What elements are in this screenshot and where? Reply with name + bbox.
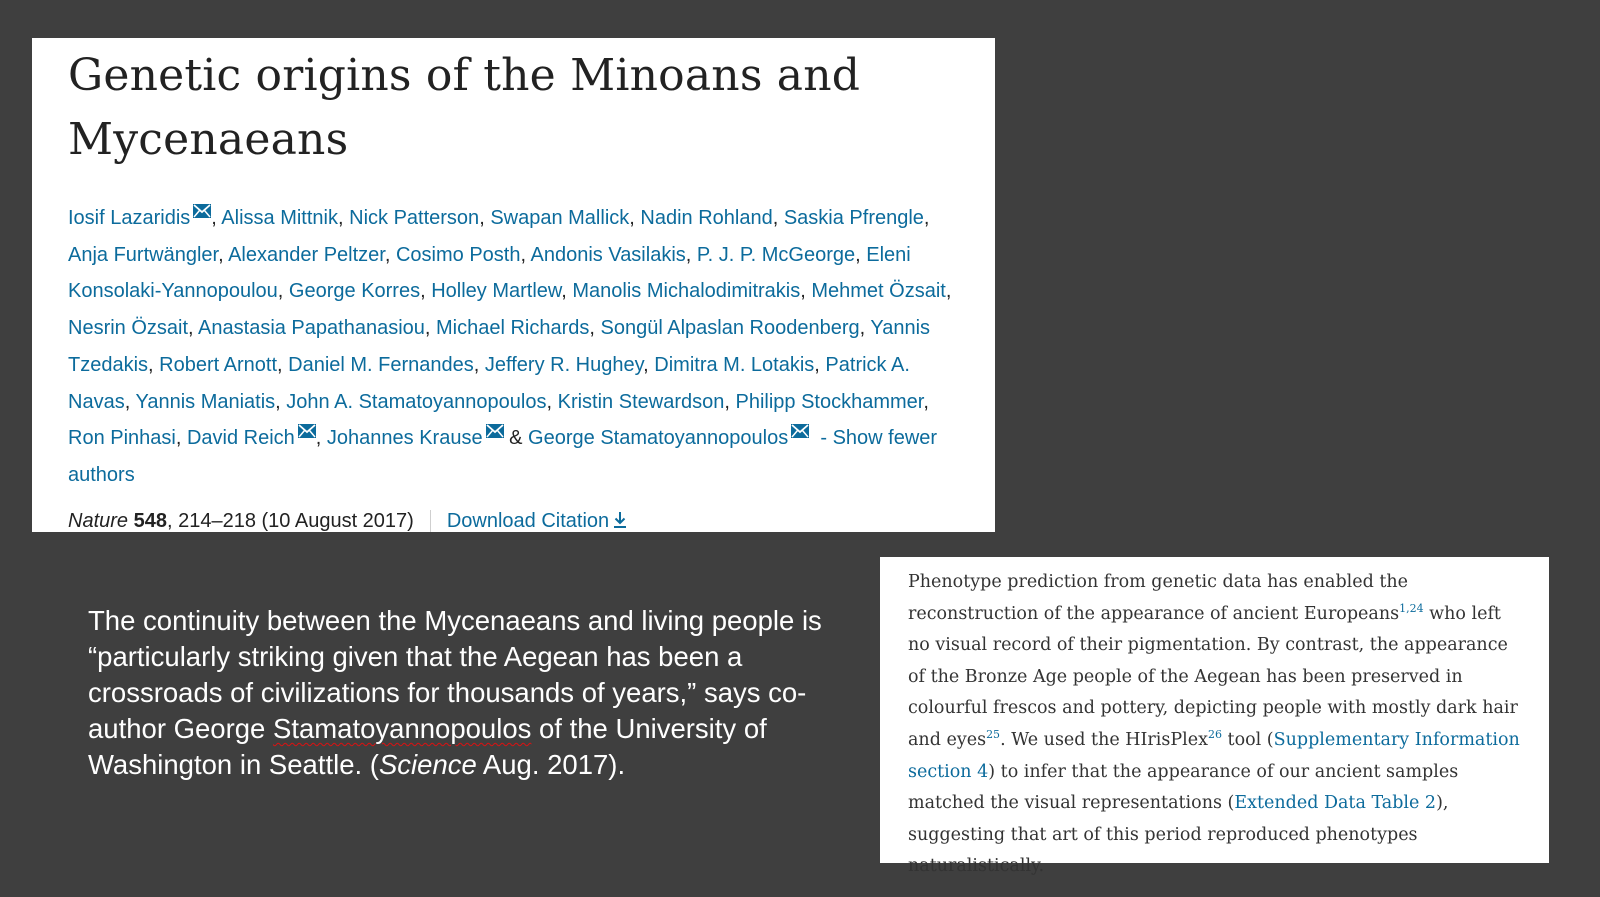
author-link[interactable]: Andonis Vasilakis bbox=[530, 243, 686, 266]
author-link[interactable]: David Reich bbox=[186, 427, 295, 450]
show-fewer-authors-link[interactable]: - Show fewer authors bbox=[68, 427, 938, 486]
journal-name: Nature bbox=[68, 509, 129, 532]
author-list: Iosif Lazaridis , Alissa Mittnik, Nick Patterson, Swapan Mallick, Nadin Rohland, Saskia Pfrengle, Anja Furtwängler, Alexander Peltzer, Cosimo Posth, Andonis Vasilakis, P. J. P. McGeorge, Eleni Konsolaki-Yannopoulou, George Korres, Holley Martlew, Manolis Michalodimitrakis, Mehmet Özsait, Nesrin Özsait, Anastasia Papathanasiou, Michael Richards, Songül Alpaslan Roodenberg, Yannis Tzedakis, Robert Arnott, Daniel M. Fernandes, Jeffery R. Hughey, Dimitra M. Lotakis, Patrick A. Navas, Yannis Maniatis, John A. Stamatoyannopoulos, Kristin Stewardson, Philipp Stockhammer, Ron Pinhasi, David Reich , Johannes Krause & George Stamatoyannopoulos - Show fewer authors bbox=[68, 200, 965, 494]
supplementary-info-link[interactable]: Supplementary Information section 4 bbox=[908, 729, 1520, 782]
author-link[interactable]: Saskia Pfrengle bbox=[783, 207, 924, 229]
extended-data-link[interactable]: Extended Data Table 2 bbox=[1234, 793, 1437, 814]
author-link[interactable]: Nadin Rohland bbox=[640, 207, 773, 229]
citation-line bbox=[68, 510, 965, 533]
author-link[interactable]: George Korres bbox=[288, 280, 421, 303]
article-card bbox=[32, 38, 995, 532]
author-link[interactable]: Nick Patterson bbox=[349, 207, 480, 229]
excerpt-paragraph: Phenotype prediction from genetic data has enabled the reconstruction of the appearance of ancient Europeans$^{1,24}$ who left no visual record of their pigmentation. By contrast, the appearance of the Bronze Age people of the Aegean has been preserved in colourful frescos and pottery, depicting people with mostly dark hair and eyes$^{25}$. We used the HIrisPlex$^{26}$ tool (Supplementary Information section 4) to infer that the appearance of our ancient samples matched the visual representations (Extended Data Table 2), suggesting that art of this period reproduced phenotypes naturalistically. bbox=[880, 557, 1549, 863]
reference-marker[interactable]: 1,24 bbox=[1399, 601, 1424, 615]
author-link[interactable]: Nesrin Özsait bbox=[68, 317, 189, 340]
author-link[interactable]: Mehmet Özsait bbox=[811, 280, 946, 303]
author-link[interactable]: Holley Martlew bbox=[431, 280, 562, 303]
mail-icon[interactable] bbox=[298, 424, 316, 438]
author-link[interactable]: George Stamatoyannopoulos bbox=[528, 427, 789, 450]
author-link[interactable]: Jeffery R. Hughey bbox=[484, 353, 644, 376]
author-link[interactable]: Manolis Michalodimitrakis bbox=[572, 280, 801, 303]
author-link[interactable]: Ron Pinhasi bbox=[68, 427, 176, 450]
author-link[interactable]: Yannis Tzedakis bbox=[68, 317, 931, 376]
divider bbox=[430, 510, 431, 532]
misspelled-word: Stamatoyannopoulos bbox=[272, 713, 532, 744]
author-link[interactable]: P. J. P. McGeorge bbox=[696, 243, 856, 266]
journal-pages-date: , 214–218 (10 August 2017) bbox=[166, 509, 414, 532]
reference-marker[interactable]: 26 bbox=[1207, 728, 1222, 742]
author-link[interactable]: Kristin Stewardson bbox=[557, 390, 725, 413]
journal-volume: 548 bbox=[133, 509, 167, 532]
author-link[interactable]: Patrick A. Navas bbox=[68, 353, 910, 413]
author-link[interactable]: Anja Furtwängler bbox=[68, 243, 219, 266]
author-link[interactable]: Swapan Mallick bbox=[490, 207, 630, 229]
author-link[interactable]: Dimitra M. Lotakis bbox=[654, 353, 815, 376]
download-icon bbox=[613, 511, 627, 529]
author-link[interactable]: Daniel M. Fernandes bbox=[288, 353, 474, 376]
author-link[interactable]: Iosif Lazaridis bbox=[68, 207, 191, 229]
author-link[interactable]: Yannis Maniatis bbox=[135, 390, 276, 413]
article-title: Genetic origins of the Minoans and Mycenaeans bbox=[68, 50, 861, 165]
reference-marker[interactable]: 25 bbox=[986, 728, 1001, 742]
author-link[interactable]: Cosimo Posth bbox=[395, 243, 521, 266]
author-link[interactable]: Philipp Stockhammer bbox=[735, 390, 924, 413]
author-link[interactable]: Michael Richards bbox=[436, 317, 590, 340]
mail-icon[interactable] bbox=[791, 424, 809, 438]
mail-icon[interactable] bbox=[486, 424, 504, 438]
download-citation-link[interactable]: Download Citation bbox=[447, 510, 627, 533]
mail-icon[interactable] bbox=[193, 204, 211, 218]
quote-text: The continuity between the Mycenaeans and living people is “particularly striking given that the Aegean has been a crossroads of civilizations for thousands of years,” says co-author George Stamatoyannopoulos of the University of Washington in Seattle. (Science Aug. 2017). bbox=[88, 605, 822, 780]
author-link[interactable]: Alissa Mittnik bbox=[221, 207, 338, 229]
author-link[interactable]: Songül Alpaslan Roodenberg bbox=[600, 317, 860, 340]
author-link[interactable]: Anastasia Papathanasiou bbox=[198, 317, 425, 340]
author-link[interactable]: Alexander Peltzer bbox=[228, 243, 385, 266]
author-link[interactable]: John A. Stamatoyannopoulos bbox=[286, 390, 547, 413]
author-link[interactable]: Eleni Konsolaki-Yannopoulou bbox=[68, 243, 911, 303]
author-link[interactable]: Robert Arnott bbox=[159, 353, 277, 376]
author-link[interactable]: Johannes Krause bbox=[326, 427, 483, 450]
source-name: Science bbox=[378, 749, 477, 780]
